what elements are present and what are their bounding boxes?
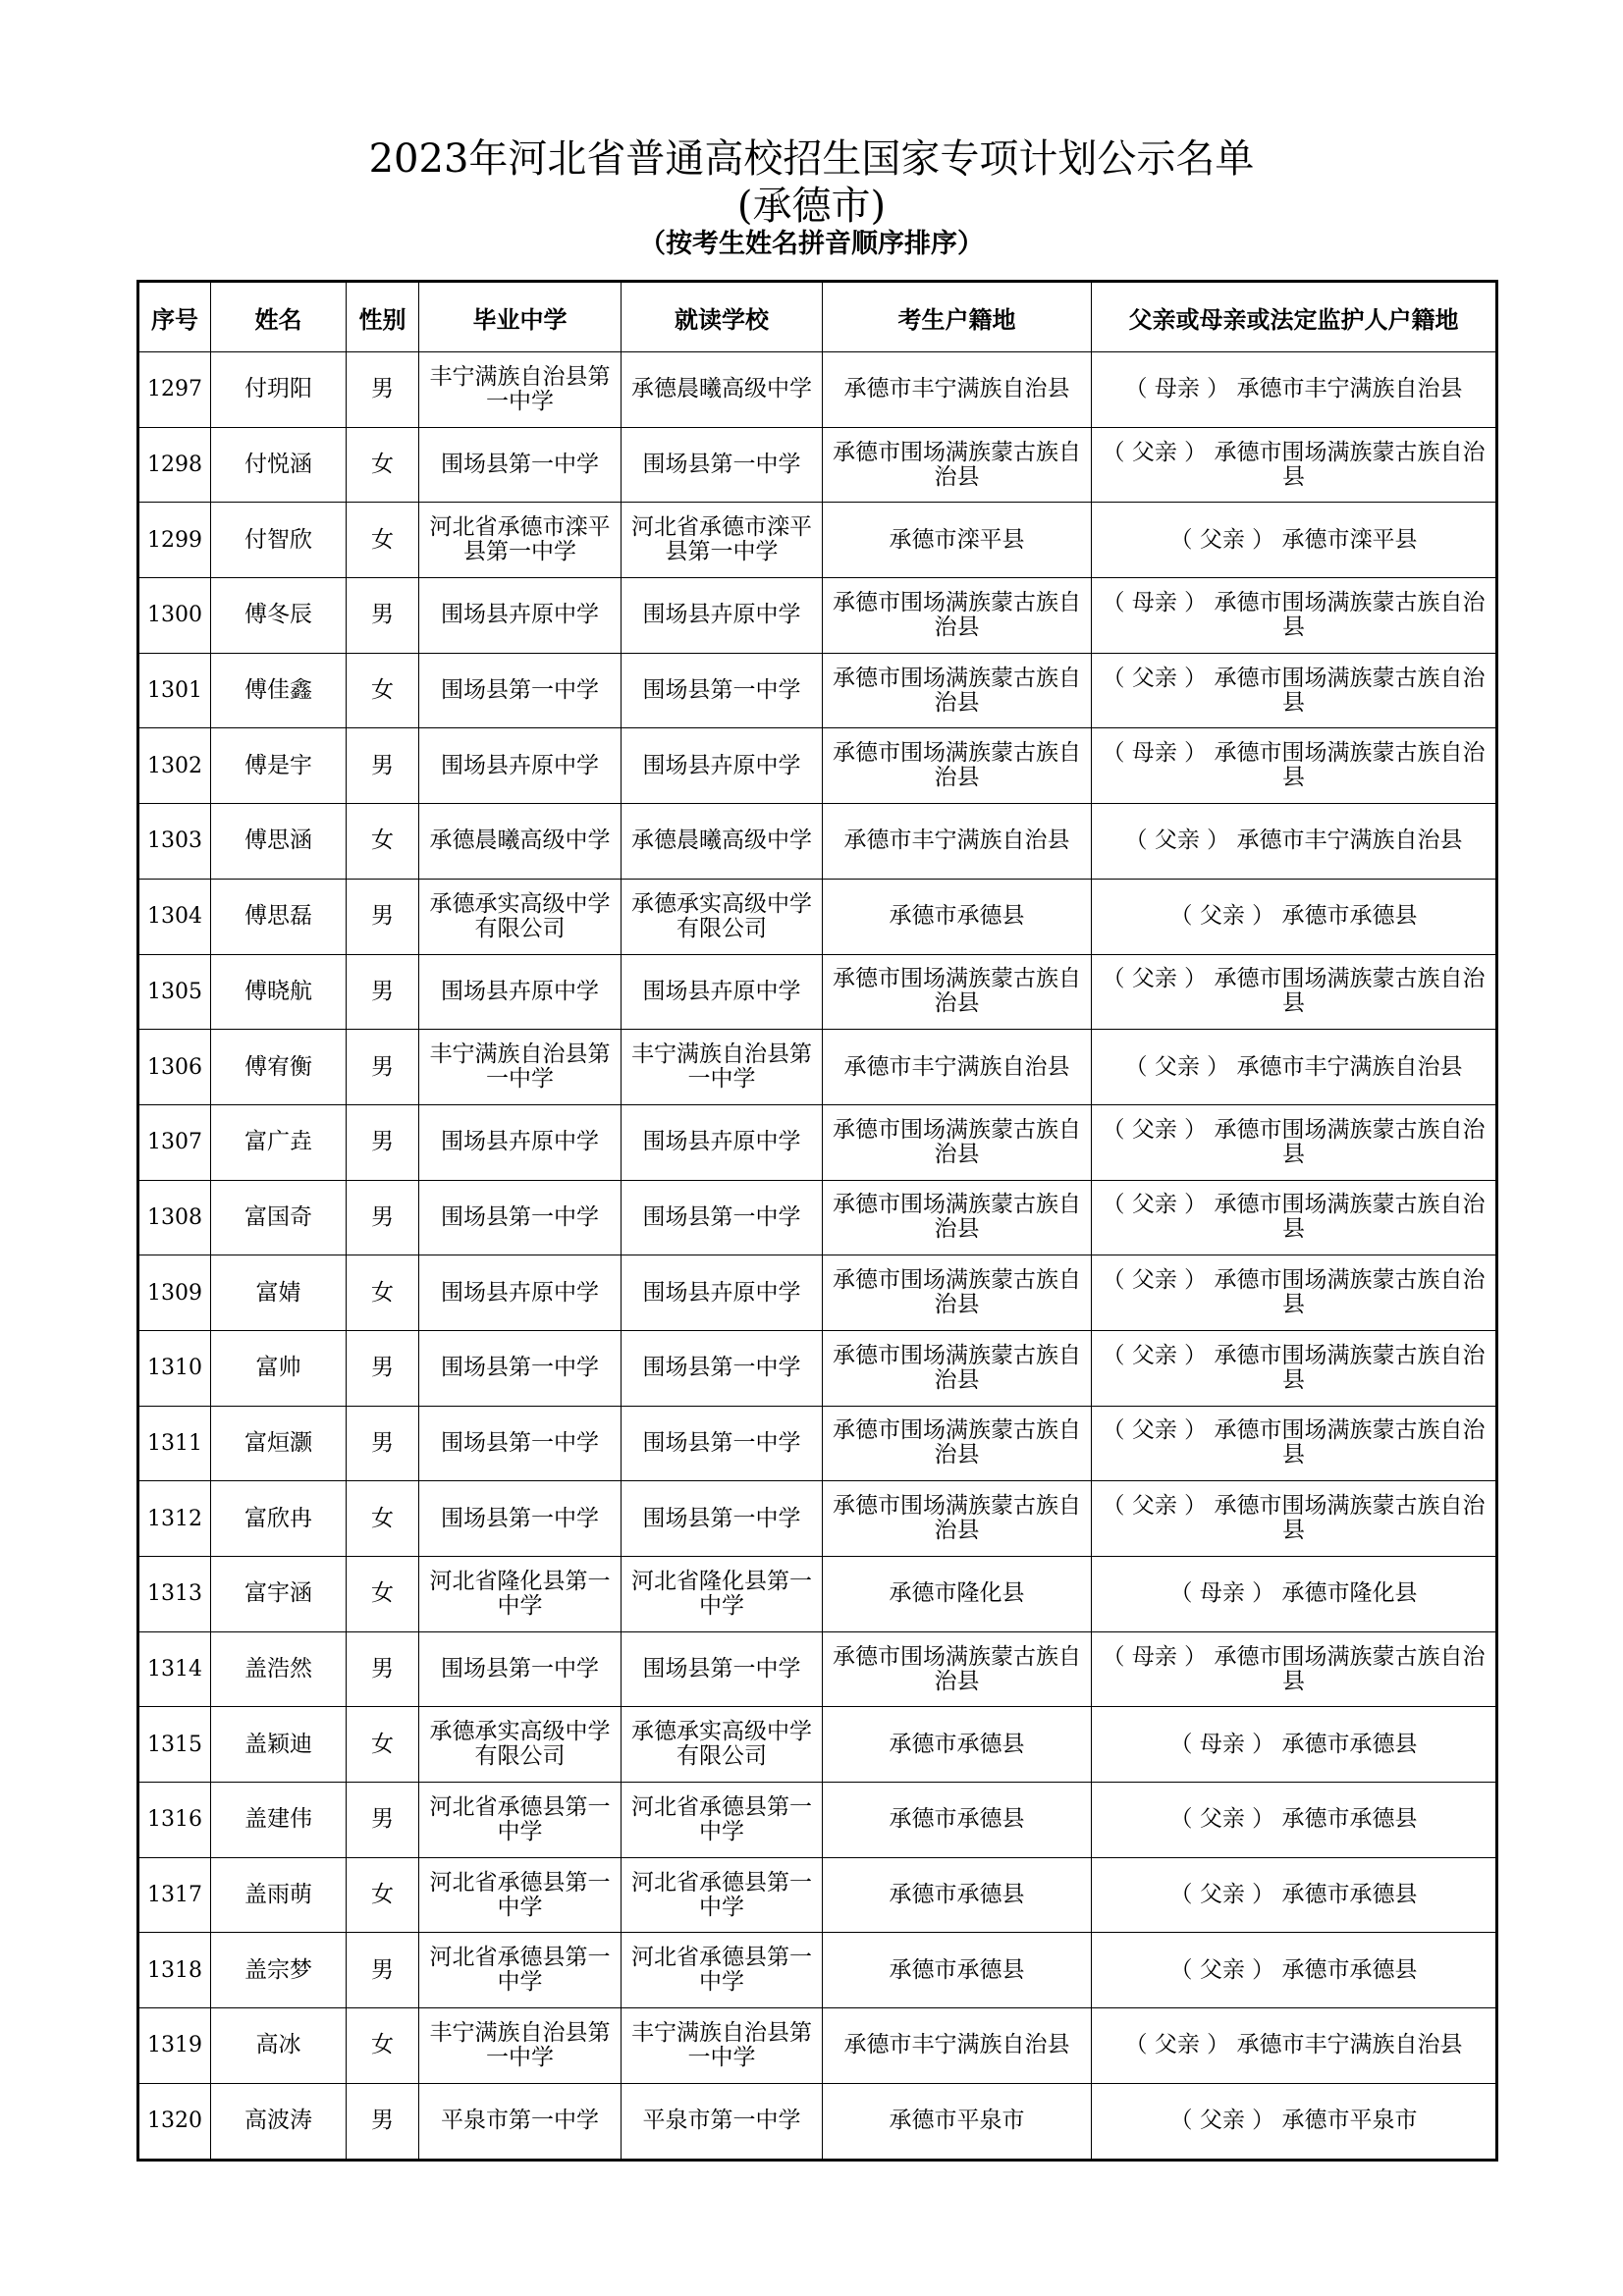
cell-current-school: 承德承实高级中学有限公司	[622, 879, 823, 954]
cell-parent-residence: （ 父亲 ） 承德市围场满族蒙古族自治县	[1092, 1104, 1497, 1180]
header-seq: 序号	[138, 282, 211, 352]
cell-parent-residence: （ 父亲 ） 承德市承德县	[1092, 1933, 1497, 2008]
table-row	[138, 352, 1497, 428]
cell-residence: 承德市丰宁满族自治县	[823, 1030, 1092, 1105]
table-row	[138, 1104, 1497, 1180]
cell-gender: 女	[347, 1707, 419, 1783]
cell-name: 付悦涵	[211, 427, 347, 503]
cell-gender: 男	[347, 2083, 419, 2160]
cell-current-school: 河北省承德县第一中学	[622, 1933, 823, 2008]
table-row	[138, 728, 1497, 804]
cell-gender: 女	[347, 804, 419, 880]
cell-parent-residence: （ 母亲 ） 承德市围场满族蒙古族自治县	[1092, 578, 1497, 654]
cell-gender: 女	[347, 503, 419, 578]
table-row	[138, 1557, 1497, 1632]
cell-residence: 承德市围场满族蒙古族自治县	[823, 1330, 1092, 1406]
cell-residence: 承德市承德县	[823, 1783, 1092, 1858]
cell-name: 富宇涵	[211, 1557, 347, 1632]
cell-grad-school: 围场县第一中学	[419, 1180, 622, 1255]
cell-parent-residence: （ 父亲 ） 承德市围场满族蒙古族自治县	[1092, 1180, 1497, 1255]
cell-gender: 男	[347, 578, 419, 654]
cell-gender: 女	[347, 1481, 419, 1557]
cell-seq: 1305	[138, 954, 211, 1030]
cell-name: 傅是宇	[211, 728, 347, 804]
cell-name: 傅宥衡	[211, 1030, 347, 1105]
cell-seq: 1307	[138, 1104, 211, 1180]
cell-current-school: 围场县第一中学	[622, 1330, 823, 1406]
header-parent-residence: 父亲或母亲或法定监护人户籍地	[1092, 282, 1497, 352]
cell-name: 富帅	[211, 1330, 347, 1406]
cell-gender: 男	[347, 954, 419, 1030]
cell-gender: 女	[347, 653, 419, 728]
cell-gender: 男	[347, 1933, 419, 2008]
cell-current-school: 丰宁满族自治县第一中学	[622, 2008, 823, 2084]
cell-name: 付玥阳	[211, 352, 347, 428]
cell-grad-school: 围场县第一中学	[419, 427, 622, 503]
cell-name: 傅晓航	[211, 954, 347, 1030]
cell-seq: 1304	[138, 879, 211, 954]
cell-current-school: 承德晨曦高级中学	[622, 804, 823, 880]
cell-grad-school: 平泉市第一中学	[419, 2083, 622, 2160]
cell-gender: 男	[347, 728, 419, 804]
cell-gender: 男	[347, 879, 419, 954]
cell-gender: 女	[347, 1557, 419, 1632]
cell-seq: 1312	[138, 1481, 211, 1557]
table-row	[138, 1030, 1497, 1105]
cell-parent-residence: （ 父亲 ） 承德市丰宁满族自治县	[1092, 1030, 1497, 1105]
cell-parent-residence: （ 父亲 ） 承德市围场满族蒙古族自治县	[1092, 954, 1497, 1030]
cell-parent-residence: （ 父亲 ） 承德市围场满族蒙古族自治县	[1092, 653, 1497, 728]
cell-gender: 男	[347, 1180, 419, 1255]
cell-grad-school: 围场县第一中学	[419, 653, 622, 728]
cell-residence: 承德市隆化县	[823, 1557, 1092, 1632]
table-row	[138, 1330, 1497, 1406]
cell-grad-school: 河北省承德县第一中学	[419, 1933, 622, 2008]
cell-grad-school: 河北省隆化县第一中学	[419, 1557, 622, 1632]
cell-residence: 承德市丰宁满族自治县	[823, 352, 1092, 428]
cell-seq: 1301	[138, 653, 211, 728]
table-row	[138, 2083, 1497, 2160]
cell-name: 盖雨萌	[211, 1857, 347, 1933]
cell-parent-residence: （ 母亲 ） 承德市隆化县	[1092, 1557, 1497, 1632]
cell-parent-residence: （ 父亲 ） 承德市承德县	[1092, 1783, 1497, 1858]
cell-seq: 1320	[138, 2083, 211, 2160]
cell-gender: 女	[347, 1255, 419, 1331]
table-row	[138, 1857, 1497, 1933]
cell-grad-school: 围场县卉原中学	[419, 1104, 622, 1180]
cell-seq: 1299	[138, 503, 211, 578]
cell-current-school: 河北省承德市滦平县第一中学	[622, 503, 823, 578]
cell-name: 傅冬辰	[211, 578, 347, 654]
table-row	[138, 1707, 1497, 1783]
cell-parent-residence: （ 父亲 ） 承德市围场满族蒙古族自治县	[1092, 427, 1497, 503]
cell-residence: 承德市丰宁满族自治县	[823, 804, 1092, 880]
cell-parent-residence: （ 父亲 ） 承德市围场满族蒙古族自治县	[1092, 1481, 1497, 1557]
cell-seq: 1319	[138, 2008, 211, 2084]
cell-name: 富婧	[211, 1255, 347, 1331]
cell-current-school: 围场县卉原中学	[622, 1255, 823, 1331]
cell-seq: 1311	[138, 1406, 211, 1481]
cell-grad-school: 围场县卉原中学	[419, 1255, 622, 1331]
table-row	[138, 1933, 1497, 2008]
table-row	[138, 879, 1497, 954]
cell-grad-school: 丰宁满族自治县第一中学	[419, 352, 622, 428]
cell-gender: 男	[347, 1783, 419, 1858]
cell-seq: 1318	[138, 1933, 211, 2008]
cell-parent-residence: （ 母亲 ） 承德市承德县	[1092, 1707, 1497, 1783]
cell-name: 付智欣	[211, 503, 347, 578]
cell-current-school: 围场县卉原中学	[622, 954, 823, 1030]
cell-grad-school: 丰宁满族自治县第一中学	[419, 2008, 622, 2084]
cell-seq: 1317	[138, 1857, 211, 1933]
page-title: 2023年河北省普通高校招生国家专项计划公示名单	[368, 136, 1255, 182]
cell-current-school: 承德承实高级中学有限公司	[622, 1707, 823, 1783]
cell-grad-school: 承德晨曦高级中学	[419, 804, 622, 880]
cell-seq: 1314	[138, 1631, 211, 1707]
cell-name: 傅佳鑫	[211, 653, 347, 728]
table-row	[138, 427, 1497, 503]
cell-seq: 1309	[138, 1255, 211, 1331]
cell-current-school: 平泉市第一中学	[622, 2083, 823, 2160]
cell-residence: 承德市围场满族蒙古族自治县	[823, 1180, 1092, 1255]
cell-grad-school: 围场县卉原中学	[419, 728, 622, 804]
cell-gender: 女	[347, 2008, 419, 2084]
cell-residence: 承德市围场满族蒙古族自治县	[823, 1406, 1092, 1481]
cell-parent-residence: （ 母亲 ） 承德市丰宁满族自治县	[1092, 352, 1497, 428]
table-row	[138, 1481, 1497, 1557]
cell-name: 傅思磊	[211, 879, 347, 954]
enrollment-table	[136, 280, 1498, 2162]
cell-parent-residence: （ 父亲 ） 承德市丰宁满族自治县	[1092, 2008, 1497, 2084]
table-row	[138, 578, 1497, 654]
cell-residence: 承德市围场满族蒙古族自治县	[823, 1255, 1092, 1331]
cell-grad-school: 围场县第一中学	[419, 1631, 622, 1707]
cell-parent-residence: （ 母亲 ） 承德市围场满族蒙古族自治县	[1092, 728, 1497, 804]
cell-name: 盖建伟	[211, 1783, 347, 1858]
cell-grad-school: 河北省承德市滦平县第一中学	[419, 503, 622, 578]
cell-name: 高冰	[211, 2008, 347, 2084]
cell-residence: 承德市丰宁满族自治县	[823, 2008, 1092, 2084]
cell-seq: 1306	[138, 1030, 211, 1105]
cell-current-school: 围场县第一中学	[622, 1406, 823, 1481]
cell-parent-residence: （ 父亲 ） 承德市丰宁满族自治县	[1092, 804, 1497, 880]
cell-seq: 1303	[138, 804, 211, 880]
cell-gender: 男	[347, 1330, 419, 1406]
cell-grad-school: 丰宁满族自治县第一中学	[419, 1030, 622, 1105]
cell-seq: 1297	[138, 352, 211, 428]
cell-parent-residence: （ 父亲 ） 承德市承德县	[1092, 1857, 1497, 1933]
cell-residence: 承德市承德县	[823, 1933, 1092, 2008]
cell-gender: 男	[347, 1631, 419, 1707]
cell-parent-residence: （ 父亲 ） 承德市围场满族蒙古族自治县	[1092, 1406, 1497, 1481]
cell-grad-school: 围场县第一中学	[419, 1330, 622, 1406]
cell-seq: 1313	[138, 1557, 211, 1632]
cell-name: 富广垚	[211, 1104, 347, 1180]
cell-residence: 承德市围场满族蒙古族自治县	[823, 954, 1092, 1030]
cell-name: 盖宗梦	[211, 1933, 347, 2008]
table-row	[138, 1180, 1497, 1255]
cell-current-school: 围场县第一中学	[622, 1180, 823, 1255]
table-header-row	[138, 282, 1497, 352]
cell-gender: 女	[347, 427, 419, 503]
cell-seq: 1298	[138, 427, 211, 503]
city-subtitle: (承德市)	[736, 184, 887, 229]
cell-grad-school: 围场县第一中学	[419, 1406, 622, 1481]
header-gender: 性别	[347, 282, 419, 352]
cell-residence: 承德市围场满族蒙古族自治县	[823, 578, 1092, 654]
table-row	[138, 1406, 1497, 1481]
cell-name: 高波涛	[211, 2083, 347, 2160]
cell-current-school: 承德晨曦高级中学	[622, 352, 823, 428]
cell-grad-school: 承德承实高级中学有限公司	[419, 1707, 622, 1783]
cell-residence: 承德市围场满族蒙古族自治县	[823, 728, 1092, 804]
cell-grad-school: 河北省承德县第一中学	[419, 1783, 622, 1858]
cell-residence: 承德市承德县	[823, 1857, 1092, 1933]
table-row	[138, 1255, 1497, 1331]
header-name: 姓名	[211, 282, 347, 352]
cell-gender: 男	[347, 1030, 419, 1105]
cell-name: 富国奇	[211, 1180, 347, 1255]
cell-grad-school: 承德承实高级中学有限公司	[419, 879, 622, 954]
cell-current-school: 围场县卉原中学	[622, 578, 823, 654]
cell-parent-residence: （ 父亲 ） 承德市滦平县	[1092, 503, 1497, 578]
cell-grad-school: 围场县卉原中学	[419, 954, 622, 1030]
cell-residence: 承德市围场满族蒙古族自治县	[823, 427, 1092, 503]
header-residence: 考生户籍地	[823, 282, 1092, 352]
table-row	[138, 653, 1497, 728]
cell-residence: 承德市平泉市	[823, 2083, 1092, 2160]
cell-residence: 承德市围场满族蒙古族自治县	[823, 653, 1092, 728]
table-row	[138, 1631, 1497, 1707]
table-row	[138, 1783, 1497, 1858]
cell-current-school: 河北省隆化县第一中学	[622, 1557, 823, 1632]
cell-seq: 1315	[138, 1707, 211, 1783]
header-current-school: 就读学校	[622, 282, 823, 352]
cell-residence: 承德市滦平县	[823, 503, 1092, 578]
header-grad-school: 毕业中学	[419, 282, 622, 352]
cell-current-school: 围场县第一中学	[622, 427, 823, 503]
cell-current-school: 河北省承德县第一中学	[622, 1783, 823, 1858]
cell-current-school: 丰宁满族自治县第一中学	[622, 1030, 823, 1105]
cell-gender: 男	[347, 1104, 419, 1180]
cell-seq: 1308	[138, 1180, 211, 1255]
cell-current-school: 围场县卉原中学	[622, 728, 823, 804]
cell-current-school: 围场县卉原中学	[622, 1104, 823, 1180]
cell-gender: 男	[347, 352, 419, 428]
cell-current-school: 围场县第一中学	[622, 653, 823, 728]
table-row	[138, 804, 1497, 880]
cell-residence: 承德市围场满族蒙古族自治县	[823, 1481, 1092, 1557]
cell-name: 盖颖迪	[211, 1707, 347, 1783]
sort-note: （按考生姓名拼音顺序排序）	[639, 229, 984, 259]
cell-current-school: 围场县第一中学	[622, 1631, 823, 1707]
cell-grad-school: 围场县卉原中学	[419, 578, 622, 654]
cell-seq: 1300	[138, 578, 211, 654]
cell-seq: 1302	[138, 728, 211, 804]
cell-gender: 女	[347, 1857, 419, 1933]
table-row	[138, 2008, 1497, 2084]
cell-current-school: 河北省承德县第一中学	[622, 1857, 823, 1933]
cell-parent-residence: （ 父亲 ） 承德市围场满族蒙古族自治县	[1092, 1255, 1497, 1331]
cell-residence: 承德市承德县	[823, 879, 1092, 954]
cell-residence: 承德市承德县	[823, 1707, 1092, 1783]
cell-name: 盖浩然	[211, 1631, 347, 1707]
cell-name: 富欣冉	[211, 1481, 347, 1557]
cell-parent-residence: （ 母亲 ） 承德市围场满族蒙古族自治县	[1092, 1631, 1497, 1707]
cell-name: 富烜灏	[211, 1406, 347, 1481]
cell-parent-residence: （ 父亲 ） 承德市平泉市	[1092, 2083, 1497, 2160]
cell-seq: 1310	[138, 1330, 211, 1406]
table-row	[138, 954, 1497, 1030]
cell-parent-residence: （ 父亲 ） 承德市围场满族蒙古族自治县	[1092, 1330, 1497, 1406]
cell-grad-school: 围场县第一中学	[419, 1481, 622, 1557]
cell-grad-school: 河北省承德县第一中学	[419, 1857, 622, 1933]
cell-residence: 承德市围场满族蒙古族自治县	[823, 1631, 1092, 1707]
cell-seq: 1316	[138, 1783, 211, 1858]
cell-gender: 男	[347, 1406, 419, 1481]
cell-current-school: 围场县第一中学	[622, 1481, 823, 1557]
cell-parent-residence: （ 父亲 ） 承德市承德县	[1092, 879, 1497, 954]
table-row	[138, 503, 1497, 578]
cell-residence: 承德市围场满族蒙古族自治县	[823, 1104, 1092, 1180]
cell-name: 傅思涵	[211, 804, 347, 880]
